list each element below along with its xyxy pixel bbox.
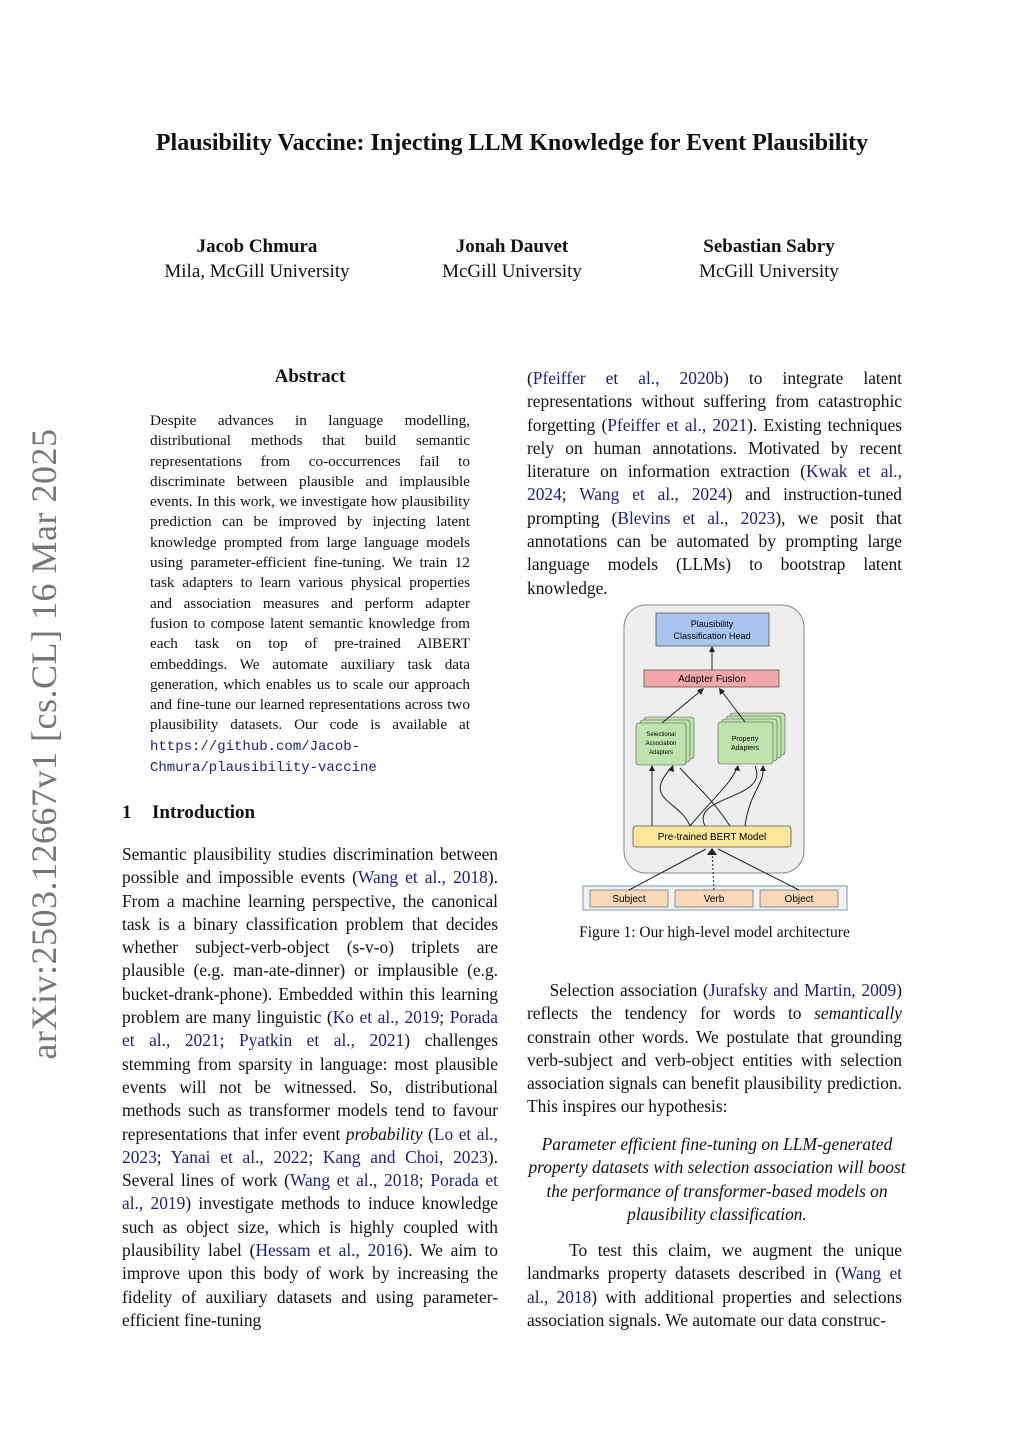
author-affiliation: McGill University xyxy=(699,261,839,282)
intro-right-column-bottom xyxy=(527,1239,902,1332)
property-adapter-box xyxy=(718,722,773,764)
figure-caption: Figure 1: Our high-level model architecture xyxy=(579,924,850,941)
input-label-verb: Verb xyxy=(703,894,725,905)
author-affiliation: McGill University xyxy=(442,261,582,282)
property-adapter-label: Adapters xyxy=(730,745,760,752)
paper-title: Plausibility Vaccine: Injecting LLM Knowledge for Event Plausibility xyxy=(155,130,869,156)
intro-paragraph: Selection association (Jurafsky and Martin, 2009) reflects the tendency for words to semantically constrain other words. We postulate that grounding verb-subject and verb-object entities with selection association signals can benefit plausibility prediction. This inspires our hypothesis: xyxy=(527,980,902,1117)
abstract-body xyxy=(150,411,470,778)
intro-left-column xyxy=(122,843,498,1332)
selectional-adapter-label: Association xyxy=(645,741,677,747)
intro-right-column-top xyxy=(527,367,902,600)
selectional-adapter-label: Adapters xyxy=(648,750,674,756)
abstract-text: Despite advances in language modelling, distributional methods that build semantic representations from co-occurrences fail to discriminate between plausible and implausible events. In this work, we investigate how plausibility prediction can be improved by injecting latent knowledge prompted from large language models using parameter-efficient fine-tuning. We train 12 task adapters to learn various physical properties and association measures and perform adapter fusion to compose latent semantic knowledge from each task on top of pre-trained AlBERT embeddings. We automate auxiliary task data generation, which enables us to scale our approach and fine-tune our learned representations across two plausibility datasets. Our code is available at xyxy=(150,412,470,734)
code-link[interactable]: https://github.com/Jacob-Chmura/plausibility-vaccine xyxy=(150,738,377,777)
classification-head-label-2: Classification Head xyxy=(673,631,751,641)
hypothesis-statement: Parameter efficient fine-tuning on LLM-generated property datasets with selection association will boost the performance of transformer-based models on plausibility classification. xyxy=(528,1134,906,1224)
author-name: Jacob Chmura xyxy=(196,236,318,257)
intro-paragraph: Semantic plausibility studies discrimination between possible and impossible events (Wang et al., 2018). From a machine learning perspective, the canonical task is a binary classification problem that decides whether subject-verb-object (s-v-o) triplets are plausible (e.g. man-ate-dinner) or implausible (e.g. bucket-drank-phone). Embedded within this learning problem are many linguistic (Ko et al., 2019; Porada et al., 2021; Pyatkin et al., 2021) challenges stemming from sparsity in language: most plausible events will not be witnessed. So, distributional methods such as transformer models tend to favour representations that infer event probability (Lo et al., 2023; Yanai et al., 2022; Kang and Choi, 2023). Several lines of work (Wang et al., 2018; Porada et al., 2019) investigate methods to induce knowledge such as object size, which is highly coupled with plausibility label (Hessam et al., 2016). We aim to improve upon this body of work by increasing the fidelity of auxiliary datasets and using parameter-efficient fine-tuning xyxy=(122,844,499,1330)
bert-model-label: Pre-trained BERT Model xyxy=(657,832,767,843)
author-2 xyxy=(362,234,662,284)
adapter-fusion-label: Adapter Fusion xyxy=(678,674,746,685)
intro-paragraph: To test this claim, we augment the unique landmarks property datasets described in (Wang et al., 2018) with additional properties and selections association signals. We automate our data construc- xyxy=(527,1240,903,1330)
author-name: Jonah Dauvet xyxy=(455,236,569,257)
architecture-figure xyxy=(580,600,850,915)
arxiv-identifier: arXiv:2503.12667v1 [cs.CL] 16 Mar 2025 xyxy=(24,428,64,1060)
classification-head-label-1: Plausibility xyxy=(690,619,734,629)
selectional-adapter-label: Selectional xyxy=(646,732,676,738)
property-adapter-label: Property xyxy=(731,736,759,743)
intro-right-column-middle xyxy=(527,979,902,1119)
input-label-subject: Subject xyxy=(612,894,646,905)
section-heading xyxy=(122,802,255,824)
author-name: Sebastian Sabry xyxy=(703,236,835,257)
intro-paragraph: (Pfeiffer et al., 2020b) to integrate latent representations without suffering from catastrophic forgetting (Pfeiffer et al., 2021). Existing techniques rely on human annotations. Motivated by recent literature on information extraction (Kwak et al., 2024; Wang et al., 2024) and instruction-tuned prompting (Blevins et al., 2023), we posit that annotations can be automated by prompting large language models (LLMs) to bootstrap latent knowledge. xyxy=(527,368,903,598)
section-title: Introduction xyxy=(152,802,256,823)
input-label-object: Object xyxy=(784,894,814,905)
section-number: 1 xyxy=(122,802,132,823)
author-affiliation: Mila, McGill University xyxy=(164,261,350,282)
classification-head-box xyxy=(656,613,769,646)
author-3 xyxy=(619,234,919,284)
abstract-heading: Abstract xyxy=(274,366,346,387)
